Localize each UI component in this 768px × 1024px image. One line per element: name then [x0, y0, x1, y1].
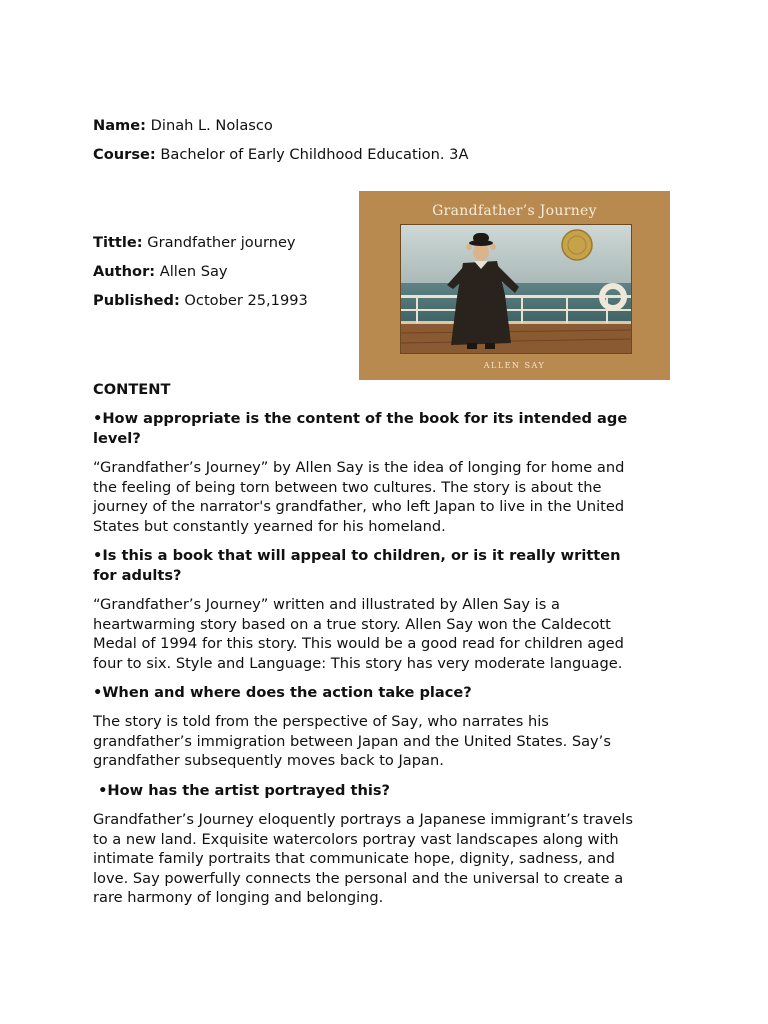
cover-illustration — [400, 224, 632, 354]
title-label: Tittle: — [93, 234, 143, 251]
answer-4 — [93, 810, 683, 908]
cover-title: Grandfather’s Journey — [432, 203, 597, 219]
course-value: Bachelor of Early Childhood Education. 3A — [155, 146, 469, 163]
name-value: Dinah L. Nolasco — [146, 117, 273, 134]
content-heading: CONTENT — [93, 381, 171, 398]
author-value: Allen Say — [155, 263, 228, 280]
answer-line: grandfather’s immigration between Japan and the United States. Say’s — [93, 732, 611, 750]
question-2 — [93, 546, 683, 585]
answer-line: journey of the narrator's grandfather, who left Japan to live in the United — [93, 498, 625, 516]
course-line — [93, 145, 468, 165]
answer-line: “Grandfather’s Journey” by Allen Say is the idea of longing for home and — [93, 459, 625, 476]
answer-line: rare harmony of longing and belonging. — [93, 889, 384, 907]
answer-3 — [93, 712, 683, 771]
answer-line: The story is told from the perspective of Say, who narrates his — [93, 713, 549, 730]
question-1-line-1: •How appropriate is the content of the book for its intended age — [93, 410, 628, 427]
author-label: Author: — [93, 263, 156, 280]
question-2-line-2: for adults? — [93, 566, 182, 584]
question-3: •When and where does the action take place? — [93, 684, 472, 701]
title-value: Grandfather journey — [142, 234, 296, 251]
course-label: Course: — [93, 146, 156, 163]
question-1-line-2: level? — [93, 429, 141, 447]
question-2-line-1: •Is this a book that will appeal to children, or is it really written — [93, 547, 621, 564]
published-value: October 25,1993 — [179, 292, 308, 309]
author-line — [93, 262, 228, 282]
answer-2 — [93, 595, 683, 673]
answer-line: intimate family portraits that communicate hope, dignity, sadness, and — [93, 850, 615, 868]
answer-line: heartwarming story based on a true story. Allen Say won the Caldecott — [93, 615, 611, 633]
answer-line: to a new land. Exquisite watercolors portray vast landscapes along with — [93, 830, 619, 848]
answer-line: four to six. Style and Language: This story has very moderate language. — [93, 654, 623, 672]
answer-line: Grandfather’s Journey eloquently portrays a Japanese immigrant’s travels — [93, 811, 633, 828]
cover-author: ALLEN SAY — [483, 361, 546, 370]
answer-line: love. Say powerfully connects the personal and the universal to create a — [93, 869, 624, 887]
question-4: •How has the artist portrayed this? — [93, 782, 391, 799]
book-cover-image — [359, 191, 670, 380]
answer-line: “Grandfather’s Journey” written and illustrated by Allen Say is a — [93, 596, 560, 613]
name-label: Name: — [93, 117, 147, 134]
answer-line: the feeling of being torn between two cultures. The story is about the — [93, 478, 602, 496]
name-line — [93, 116, 273, 136]
title-line — [93, 233, 296, 253]
published-line — [93, 291, 308, 311]
answer-line: Medal of 1994 for this story. This would be a good read for children aged — [93, 635, 624, 653]
question-1 — [93, 409, 683, 448]
answer-1 — [93, 458, 683, 536]
answer-line: States but constantly yearned for his homeland. — [93, 517, 446, 535]
published-label: Published: — [93, 292, 180, 309]
answer-line: grandfather subsequently moves back to Japan. — [93, 752, 444, 770]
